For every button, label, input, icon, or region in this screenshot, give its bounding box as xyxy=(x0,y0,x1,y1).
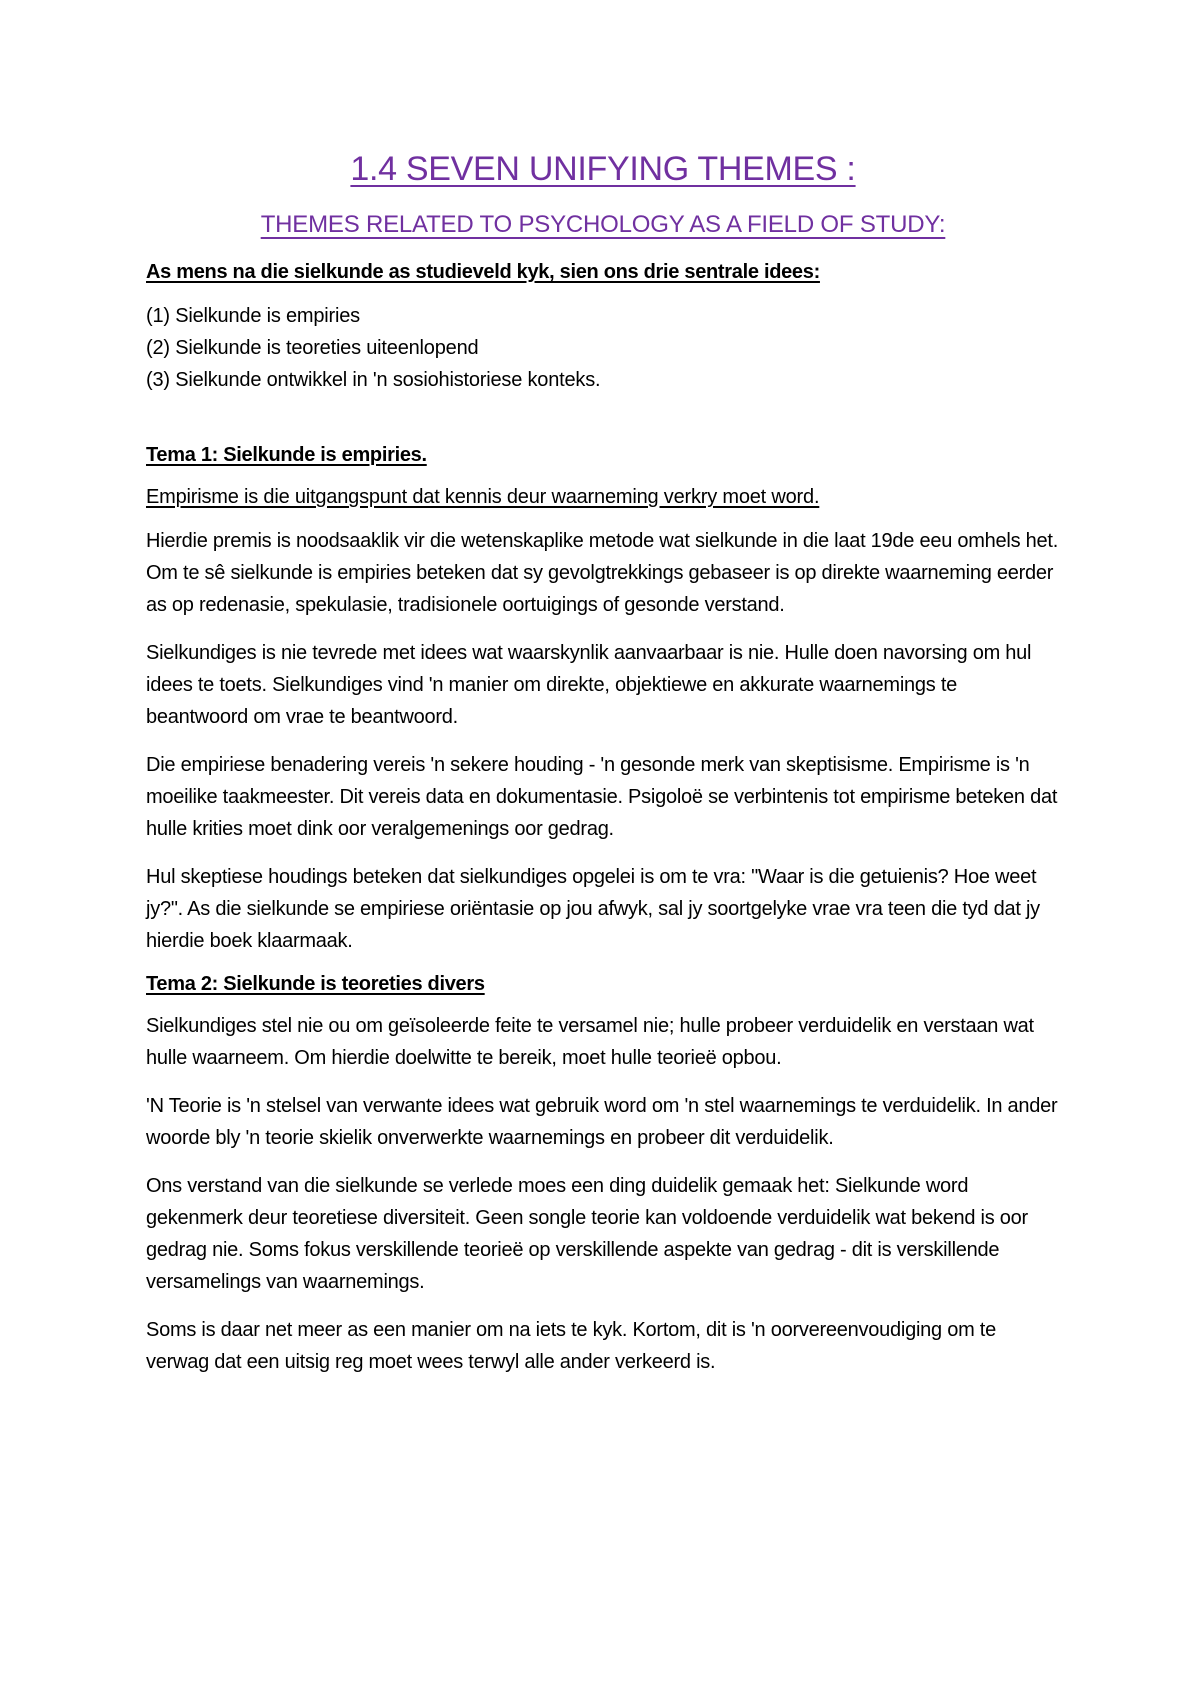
theme1-heading: Tema 1: Sielkunde is empiries. xyxy=(146,444,427,466)
list-item: (3) Sielkunde ontwikkel in 'n sosiohistoriese konteks. xyxy=(146,369,601,391)
theme2-paragraph: Soms is daar net meer as een manier om na iets te kyk. Kortom, dit is 'n oorvereenvoudiging om te verwag dat een uitsig reg moet wees terwyl alle ander verkeerd is. xyxy=(146,1319,996,1373)
theme2-heading: Tema 2: Sielkunde is teoreties divers xyxy=(146,973,485,995)
list-item: (1) Sielkunde is empiries xyxy=(146,305,360,327)
theme1-paragraph: Die empiriese benadering vereis 'n sekere houding - 'n gesonde merk van skeptisisme. Empirisme is 'n moeilike taakmeester. Dit vereis data en dokumentasie. Psigoloë se verbintenis tot empirisme beteken dat hulle krities moet dink oor veralgemenings oor gedrag. xyxy=(146,754,1058,840)
theme1-paragraph: Sielkundiges is nie tevrede met idees wat waarskynlik aanvaarbaar is nie. Hulle doen navorsing om hul idees te toets. Sielkundiges vind 'n manier om direkte, objektiewe en akkurate waarnemings te beantwoord om vrae te beantwoord. xyxy=(146,642,1032,728)
theme2-paragraph: Ons verstand van die sielkunde se verlede moes een ding duidelik gemaak het: Sielkunde word gekenmerk deur teoretiese diversiteit. Geen songle teorie kan voldoende verduidelik wat bekend is oor gedrag nie. Soms fokus verskillende teorieë op verskillende aspekte van gedrag - dit is verskillende versamelings van waarnemings. xyxy=(146,1175,1028,1293)
list-item: (2) Sielkunde is teoreties uiteenlopend xyxy=(146,337,479,359)
intro-list xyxy=(146,300,1060,396)
theme1-paragraph: Hierdie premis is noodsaaklik vir die wetenskaplike metode wat sielkunde in die laat 19de eeu omhels het. Om te sê sielkunde is empiries beteken dat sy gevolgtrekkings gebaseer is op direkte waarneming eerder as op redenasie, spekulasie, tradisionele oortuigings of gesonde verstand. xyxy=(146,530,1059,616)
page-title: 1.4 SEVEN UNIFYING THEMES : xyxy=(350,150,856,188)
page-subtitle: THEMES RELATED TO PSYCHOLOGY AS A FIELD OF STUDY: xyxy=(260,211,946,238)
theme2-paragraph: Sielkundiges stel nie ou om geïsoleerde feite te versamel nie; hulle probeer verduidelik en verstaan wat hulle waarneem. Om hierdie doelwitte te bereik, moet hulle teorieë opbou. xyxy=(146,1015,1034,1069)
intro-heading: As mens na die sielkunde as studieveld kyk, sien ons drie sentrale idees: xyxy=(146,261,820,283)
theme1-definition: Empirisme is die uitgangspunt dat kennis deur waarneming verkry moet word. xyxy=(146,486,820,508)
theme2-paragraph: 'N Teorie is 'n stelsel van verwante idees wat gebruik word om 'n stel waarnemings te verduidelik. In ander woorde bly 'n teorie skielik onverwerkte waarnemings en probeer dit verduidelik. xyxy=(146,1095,1058,1149)
theme1-paragraph: Hul skeptiese houdings beteken dat sielkundiges opgelei is om te vra: "Waar is die getuienis? Hoe weet jy?". As die sielkunde se empiriese oriëntasie op jou afwyk, sal jy soortgelyke vrae vra teen die tyd dat jy hierdie boek klaarmaak. xyxy=(146,866,1040,952)
